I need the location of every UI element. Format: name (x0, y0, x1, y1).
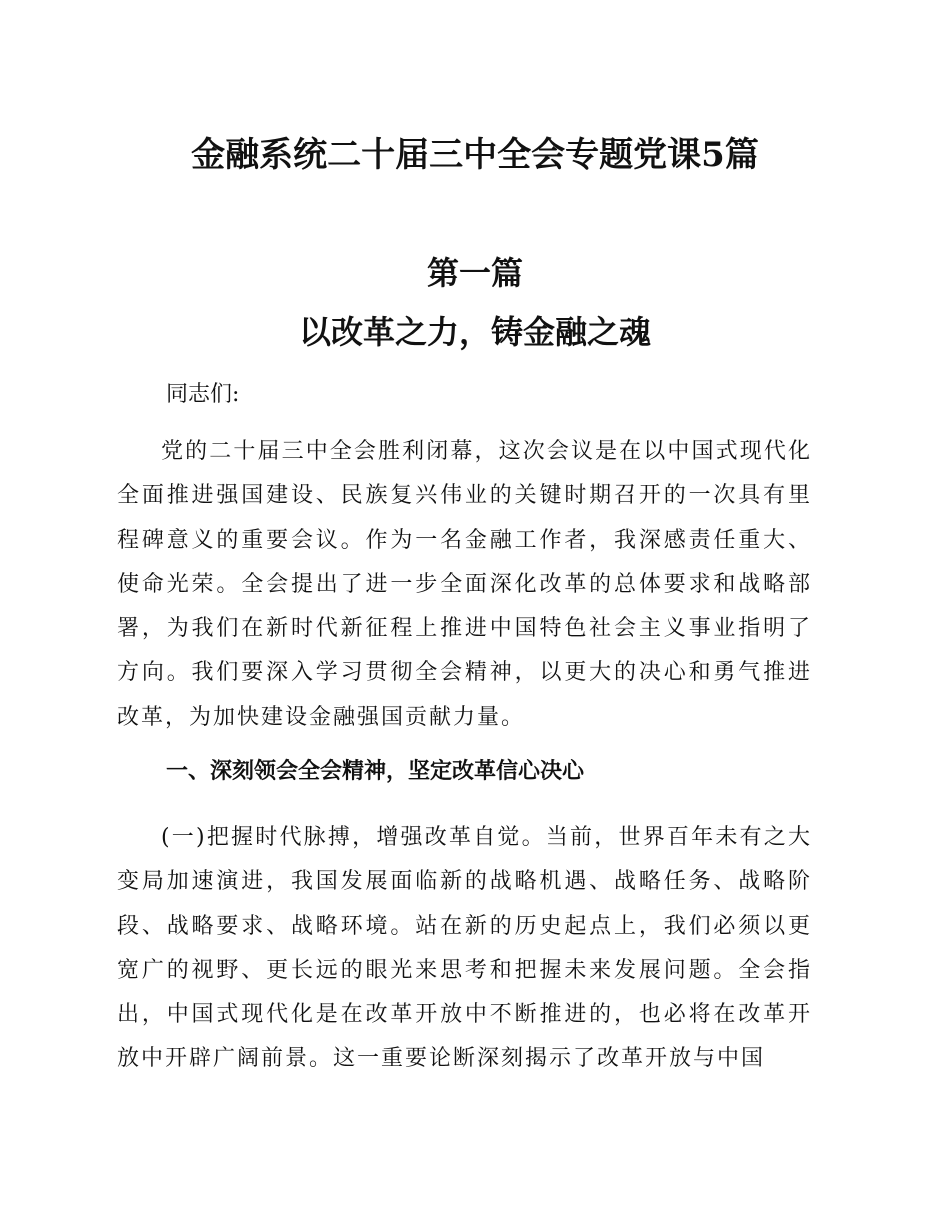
heading-part-one: 一、深刻领会全会精神，坚定改革信心决心 (166, 759, 585, 784)
paragraph-part-one-item-one: (一)把握时代脉搏，增强改革自觉。当前，世界百年未有之大变局加速演进，我国发展面临新的战略机遇、战略任务、战略阶段、战略要求、战略环境。站在新的历史起点上，我们必须以更宽广的视野、更长远的眼光来思考和把握未来发展问题。全会指出，中国式现代化是在改革开放中不断推进的，也必将在改革开放中开辟广阔前景。这一重要论断深刻揭示了改革开放与中国 (117, 825, 812, 1072)
salutation: 同志们: (166, 382, 240, 407)
document-title: 金融系统二十届三中全会专题党课5篇 (191, 135, 759, 175)
section-title: 以改革之力，铸金融之魂 (298, 313, 651, 351)
paragraph-intro: 党的二十届三中全会胜利闭幕，这次会议是在以中国式现代化全面推进强国建设、民族复兴伟业的关键时期召开的一次具有里程碑意义的重要会议。作为一名金融工作者，我深感责任重大、使命光荣。全会提出了进一步全面深化改革的总体要求和战略部署，为我们在新时代新征程上推进中国特色社会主义事业指明了方向。我们要深入学习贯彻全会精神，以更大的决心和勇气推进改革，为加快建设金融强国贡献力量。 (117, 439, 812, 730)
section-label: 第一篇 (426, 254, 523, 292)
